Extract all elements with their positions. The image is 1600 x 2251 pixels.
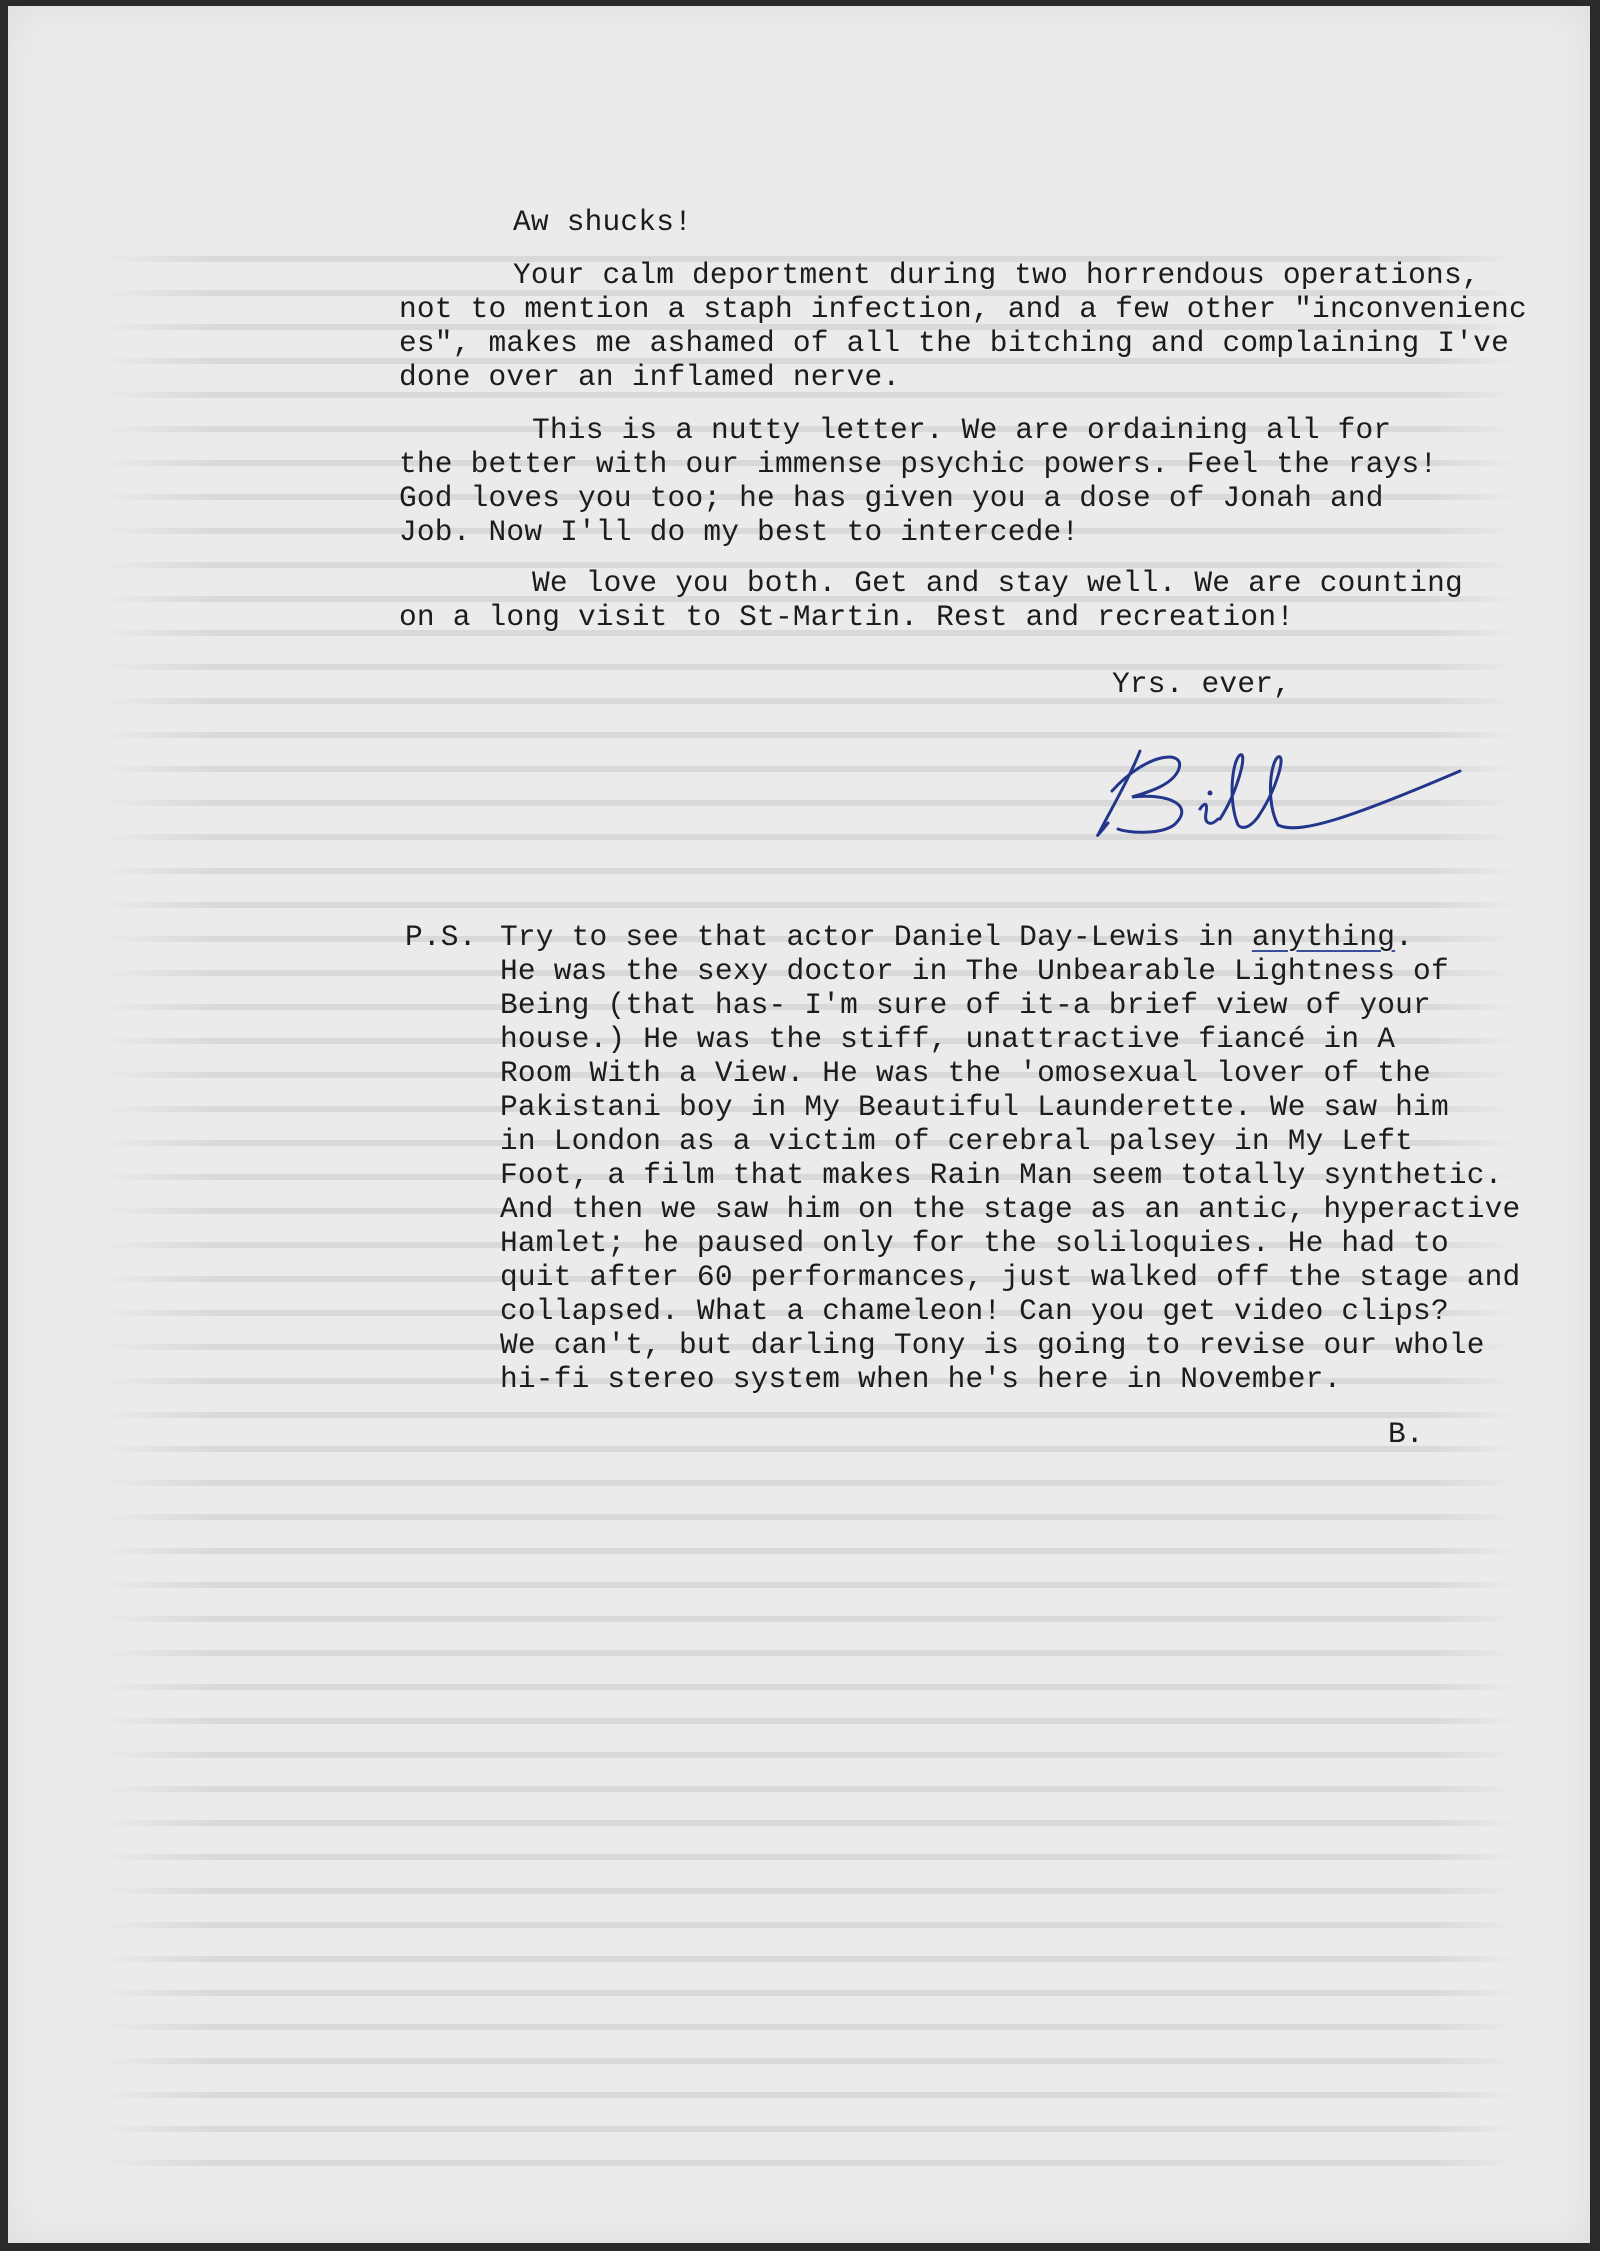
paragraph-1-line-2: not to mention a staph infection, and a few other "inconvenienc	[399, 292, 1527, 326]
ps-line-9: And then we saw him on the stage as an antic, hyperactive	[500, 1192, 1521, 1226]
paragraph-1-line-4: done over an inflamed nerve.	[399, 360, 901, 394]
ps-line-14: hi-fi stereo system when he's here in November.	[500, 1362, 1342, 1396]
ps-line-2: He was the sexy doctor in The Unbearable Lightness of	[500, 954, 1449, 988]
paragraph-2-line-2: the better with our immense psychic powers. Feel the rays!	[399, 447, 1438, 481]
ps-line-1-start: Try to see that actor Daniel Day-Lewis in	[500, 920, 1252, 954]
paragraph-3-line-1: We love you both. Get and stay well. We are counting	[532, 566, 1463, 600]
ps-line-8: Foot, a film that makes Rain Man seem totally synthetic.	[500, 1158, 1503, 1192]
ps-line-1	[500, 920, 1413, 954]
letter-page	[8, 6, 1590, 2243]
paragraph-2-line-3: God loves you too; he has given you a dose of Jonah and	[399, 481, 1384, 515]
ps-line-12: collapsed. What a chameleon! Can you get video clips?	[500, 1294, 1449, 1328]
ps-line-7: in London as a victim of cerebral palsey in My Left	[500, 1124, 1414, 1158]
ps-line-10: Hamlet; he paused only for the soliloquies. He had to	[500, 1226, 1449, 1260]
ps-line-3: Being (that has- I'm sure of it-a brief view of your	[500, 988, 1431, 1022]
ps-sign: B.	[1388, 1417, 1424, 1451]
closing: Yrs. ever,	[1112, 667, 1292, 701]
ps-line-1-end: .	[1395, 920, 1414, 954]
ps-underlined-word: anything	[1251, 920, 1396, 954]
ps-line-11: quit after 60 performances, just walked off the stage and	[500, 1260, 1521, 1294]
greeting: Aw shucks!	[513, 205, 693, 239]
signature-bill	[1088, 731, 1468, 841]
ps-line-13: We can't, but darling Tony is going to revise our whole	[500, 1328, 1485, 1362]
paragraph-1-line-1: Your calm deportment during two horrendous operations,	[513, 258, 1480, 292]
ps-line-6: Pakistani boy in My Beautiful Launderette. We saw him	[500, 1090, 1449, 1124]
paragraph-2-line-1: This is a nutty letter. We are ordaining all for	[532, 413, 1392, 447]
paragraph-1-line-3: es", makes me ashamed of all the bitching and complaining I've	[399, 326, 1509, 360]
paragraph-3-line-2: on a long visit to St-Martin. Rest and recreation!	[399, 600, 1295, 634]
ps-label: P.S.	[405, 920, 477, 954]
paragraph-2-line-4: Job. Now I'll do my best to intercede!	[399, 515, 1080, 549]
ps-line-5: Room With a View. He was the 'omosexual lover of the	[500, 1056, 1431, 1090]
ps-line-4: house.) He was the stiff, unattractive fiancé in A	[500, 1022, 1396, 1056]
